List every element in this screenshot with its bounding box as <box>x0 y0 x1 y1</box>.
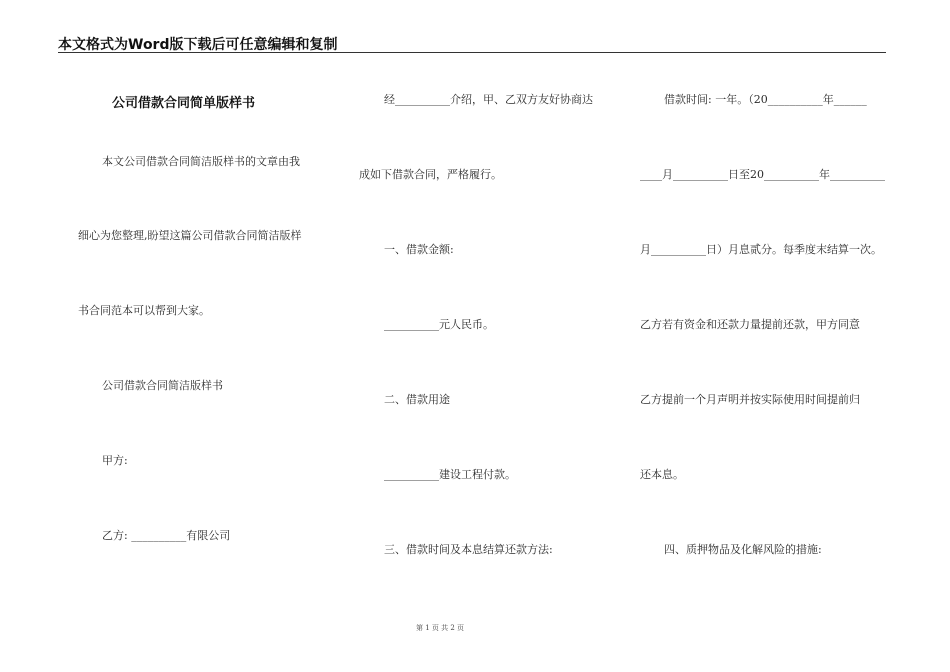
section-heading-loan-amount: 一、借款金额: <box>384 243 454 256</box>
right-paragraph-line: 乙方提前一个月声明并按实际使用时间提前归 <box>640 393 860 406</box>
right-paragraph-line: 乙方若有资金和还款力量提前还款，甲方同意 <box>640 318 860 331</box>
left-paragraph-line: 书合同范本可以帮到大家。 <box>78 304 210 317</box>
right-paragraph-line: 借款时间: 一年。（20__________年______ <box>664 93 867 106</box>
loan-purpose-line: __________建设工程付款。 <box>384 468 516 481</box>
party-a-label: 甲方: <box>102 454 128 467</box>
document-title: 公司借款合同简单版样书 <box>112 96 256 111</box>
right-paragraph-line: 还本息。 <box>640 468 684 481</box>
middle-paragraph-line: 成如下借款合同，严格履行。 <box>359 168 502 181</box>
right-paragraph-line: 月__________日）月息贰分。每季度末结算一次。 <box>640 243 882 256</box>
section-heading-loan-purpose: 二、借款用途 <box>384 393 450 406</box>
document-header: 本文格式为Word版下载后可任意编辑和复制 <box>58 37 338 53</box>
left-paragraph-line: 细心为您整理,盼望这篇公司借款合同简洁版样 <box>78 229 302 242</box>
section-heading-collateral: 四、质押物品及化解风险的措施: <box>664 543 822 556</box>
loan-amount-line: __________元人民币。 <box>384 318 494 331</box>
right-paragraph-line: ____月__________日至20__________年__________ <box>640 168 885 181</box>
left-paragraph-line: 本文公司借款合同简洁版样书的文章由我 <box>102 155 300 168</box>
page-indicator: 第 1 页 共 2 页 <box>415 624 465 632</box>
party-b-label: 乙方: __________有限公司 <box>102 529 231 542</box>
header-divider <box>58 52 886 53</box>
middle-paragraph-line: 经__________介绍，甲、乙双方友好协商达 <box>384 93 593 106</box>
contract-subtitle: 公司借款合同简洁版样书 <box>102 379 223 392</box>
section-heading-repayment: 三、借款时间及本息结算还款方法: <box>384 543 553 556</box>
